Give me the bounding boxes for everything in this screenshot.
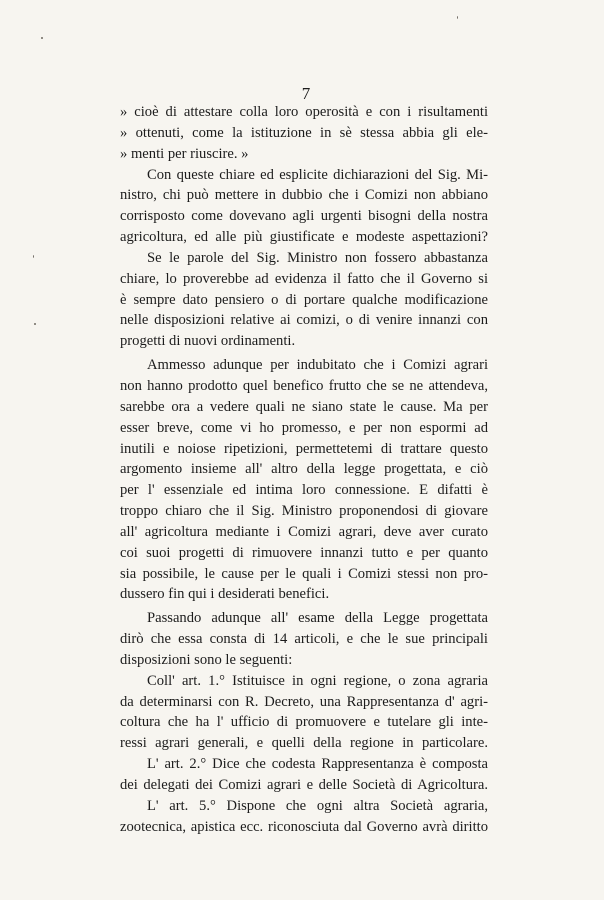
text-line: Con queste chiare ed esplicite dichiarazioni del Sig. Mi- (147, 166, 488, 183)
text-line: coltura che ha l' ufficio di promuovere e tutelare gli inte- (120, 714, 488, 731)
text-line: » ottenuti, come la istituzione in sè stessa abbia gli ele- (120, 124, 488, 141)
text-line: Passando adunque all' esame della Legge progettata (147, 610, 488, 627)
scan-speck (34, 323, 36, 325)
text-line: disposizioni sono le seguenti: (120, 651, 293, 668)
text-line: troppo chiaro che il Sig. Ministro proponendosi di giovare (120, 503, 488, 520)
text-line: argomento insieme all' altro della legge progettata, e ciò (120, 461, 488, 478)
text-line: esser breve, come vi ho promesso, e per non espormi ad (120, 419, 488, 436)
text-line: nistro, chi può mettere in dubbio che i Comizi non abbiano (120, 187, 488, 204)
text-line: progetti di nuovi ordinamenti. (120, 333, 296, 350)
text-line: Ammesso adunque per indubitato che i Comizi agrari (147, 357, 488, 374)
text-line: dei delegati dei Comizi agrari e delle Società di Agricoltura. (120, 777, 488, 793)
text-line: corrisposto come dovevano agli urgenti bisogni della nostra (120, 208, 488, 225)
text-line: sarebbe ora a vedere quali ne siano state le cause. Ma per (120, 398, 488, 415)
scan-speck (33, 255, 34, 258)
text-line: agricoltura, ed alle più giustificate e modeste aspettazioni? (120, 229, 488, 246)
text-line: zootecnica, apistica ecc. riconosciuta dal Governo avrà diritto (120, 818, 488, 835)
text-line: chiare, lo proverebbe ad evidenza il fatto che il Governo si (120, 270, 488, 287)
text-line: all' agricoltura mediante i Comizi agrari, deve aver curato (120, 523, 488, 540)
text-line: inutili e noiose ripetizioni, permettetemi di trattare questo (120, 440, 488, 457)
text-line: L' art. 5.° Dispone che ogni altra Società agraria, (147, 797, 488, 814)
text-line: coi suoi progetti di rimuovere innanzi tutto e per quanto (120, 544, 488, 561)
text-line: dirò che essa consta di 14 articoli, e che le sue principali (120, 631, 488, 648)
text-line: Coll' art. 1.° Istituisce in ogni regione, o zona agraria (147, 672, 488, 689)
text-line: non hanno prodotto quel benefico frutto che se ne attendeva, (120, 377, 488, 394)
page-number: 7 (301, 84, 311, 103)
text-line: » cioè di attestare colla loro operosità e con i risultamenti (120, 104, 488, 120)
text-line: per l' essenziale ed intima loro connessione. E difatti è (120, 482, 488, 499)
text-line: sia possibile, le cause per le quali i Comizi stessi non pro- (120, 565, 488, 582)
text-line: dussero fin qui i desiderati benefici. (120, 586, 330, 603)
text-line: » menti per riuscire. » (120, 145, 249, 162)
text-line: Se le parole del Sig. Ministro non fossero abbastanza (147, 249, 488, 266)
body-text (120, 102, 488, 838)
text-line: da determinarsi con R. Decreto, una Rappresentanza d' agri- (120, 693, 488, 710)
text-line: ressi agrari generali, e quelli della regione in particolare. (120, 735, 488, 752)
text-line: è sempre dato pensiero o di portare qualche modificazione (120, 291, 488, 308)
text-line: nelle disposizioni relative ai comizi, o di venire innanzi con (120, 312, 488, 329)
scan-speck (41, 37, 43, 39)
text-line: L' art. 2.° Dice che codesta Rappresentanza è composta (147, 756, 488, 773)
scan-speck (457, 16, 458, 19)
